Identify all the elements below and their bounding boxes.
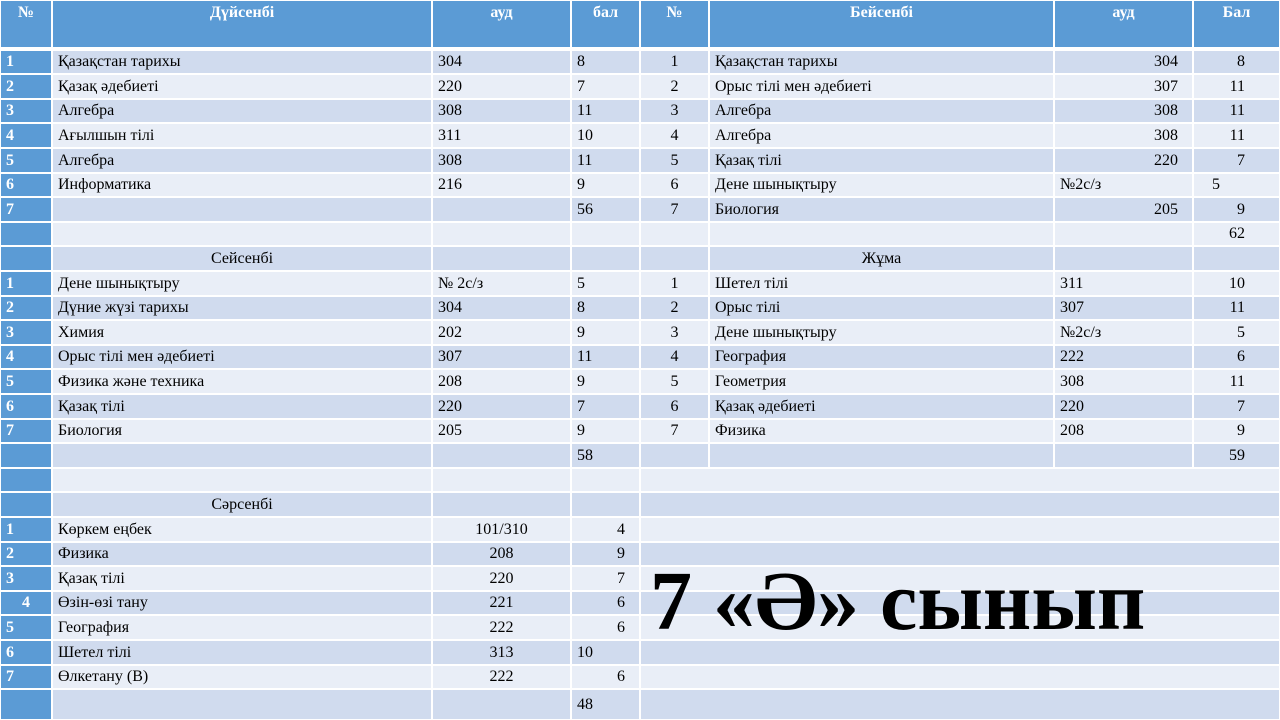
header-day-monday: Дүйсенбі bbox=[53, 1, 431, 47]
bal-cell: 9 bbox=[1194, 198, 1279, 221]
aud-cell: 222 bbox=[433, 616, 570, 639]
row-number: 4 bbox=[641, 346, 708, 368]
empty-cell bbox=[433, 247, 570, 270]
empty-cell bbox=[53, 469, 431, 491]
empty-cell bbox=[53, 223, 431, 245]
aud-cell: 205 bbox=[1055, 198, 1192, 221]
bal-cell: 11 bbox=[572, 346, 639, 368]
subject-cell: Қазақ әдебиеті bbox=[710, 395, 1053, 418]
row-number: 7 bbox=[641, 198, 708, 221]
row-number: 1 bbox=[1, 51, 51, 73]
empty-cell bbox=[710, 444, 1053, 467]
bal-cell: 7 bbox=[572, 75, 639, 98]
aud-cell: 208 bbox=[1055, 420, 1192, 442]
row-number: 6 bbox=[641, 395, 708, 418]
panel-band bbox=[641, 666, 1279, 688]
day-title-tuesday: Сейсенбі bbox=[53, 247, 431, 270]
bal-cell: 4 bbox=[572, 518, 639, 541]
aud-cell: 221 bbox=[433, 592, 570, 614]
subject-cell: Көркем еңбек bbox=[53, 518, 431, 541]
aud-cell: 220 bbox=[1055, 149, 1192, 172]
subject-cell: Химия bbox=[53, 321, 431, 344]
row-number: 1 bbox=[641, 51, 708, 73]
aud-cell: 304 bbox=[433, 51, 570, 73]
panel-band bbox=[641, 469, 1279, 491]
panel-band bbox=[641, 690, 1279, 719]
subject-cell: Алгебра bbox=[710, 100, 1053, 122]
bal-cell: 11 bbox=[1194, 370, 1279, 393]
empty-cell bbox=[1055, 247, 1192, 270]
subject-cell: Алгебра bbox=[53, 149, 431, 172]
total-cell: 48 bbox=[572, 690, 639, 719]
row-number bbox=[1, 493, 51, 516]
bal-cell: 10 bbox=[572, 124, 639, 147]
bal-cell: 56 bbox=[572, 198, 639, 221]
row-number: 5 bbox=[641, 149, 708, 172]
subject-cell: География bbox=[53, 616, 431, 639]
row-number: 1 bbox=[1, 272, 51, 295]
subject-cell: Дене шынықтыру bbox=[53, 272, 431, 295]
bal-cell: 7 bbox=[572, 395, 639, 418]
subject-cell: Физика bbox=[710, 420, 1053, 442]
subject-cell: Қазақ әдебиеті bbox=[53, 75, 431, 98]
row-number: 2 bbox=[1, 75, 51, 98]
bal-cell: 5 bbox=[572, 272, 639, 295]
aud-cell: 220 bbox=[433, 395, 570, 418]
row-number: 5 bbox=[641, 370, 708, 393]
aud-cell: 313 bbox=[433, 641, 570, 664]
bal-cell: 11 bbox=[1194, 124, 1279, 147]
bal-cell: 8 bbox=[572, 51, 639, 73]
row-number bbox=[1, 444, 51, 467]
aud-cell: 208 bbox=[433, 543, 570, 565]
row-number: 5 bbox=[1, 370, 51, 393]
aud-cell: 308 bbox=[433, 100, 570, 122]
aud-cell: 308 bbox=[1055, 124, 1192, 147]
bal-cell: 6 bbox=[572, 592, 639, 614]
bal-cell: 10 bbox=[572, 641, 639, 664]
row-number: 7 bbox=[1, 420, 51, 442]
bal-cell: 7 bbox=[572, 567, 639, 590]
row-number bbox=[1, 469, 51, 491]
row-number: 3 bbox=[1, 567, 51, 590]
bal-cell: 9 bbox=[572, 370, 639, 393]
aud-cell: 307 bbox=[433, 346, 570, 368]
aud-cell: 311 bbox=[1055, 272, 1192, 295]
bal-cell: 11 bbox=[572, 149, 639, 172]
row-number: 6 bbox=[1, 395, 51, 418]
aud-cell: 308 bbox=[1055, 100, 1192, 122]
aud-cell bbox=[433, 198, 570, 221]
subject-cell: География bbox=[710, 346, 1053, 368]
total-cell: 58 bbox=[572, 444, 639, 467]
header-aud: ауд bbox=[433, 1, 570, 47]
header-number-right: № bbox=[641, 1, 708, 47]
subject-cell: Өлкетану (В) bbox=[53, 666, 431, 688]
subject-cell: Орыс тілі мен әдебиеті bbox=[53, 346, 431, 368]
row-number: 1 bbox=[1, 518, 51, 541]
empty-cell bbox=[1055, 223, 1192, 245]
subject-cell: Қазақстан тарихы bbox=[710, 51, 1053, 73]
empty-cell bbox=[572, 247, 639, 270]
aud-cell: 307 bbox=[1055, 297, 1192, 319]
subject-cell: Биология bbox=[53, 420, 431, 442]
subject-cell: Физика және техника bbox=[53, 370, 431, 393]
aud-cell: №2с/з bbox=[1055, 174, 1192, 196]
row-number: 6 bbox=[1, 174, 51, 196]
row-number: 7 bbox=[1, 198, 51, 221]
aud-cell: 101/310 bbox=[433, 518, 570, 541]
aud-cell: 308 bbox=[1055, 370, 1192, 393]
bal-cell: 11 bbox=[572, 100, 639, 122]
subject-cell: Қазақ тілі bbox=[710, 149, 1053, 172]
aud-cell: 202 bbox=[433, 321, 570, 344]
row-number: 3 bbox=[1, 321, 51, 344]
row-number bbox=[1, 690, 51, 719]
aud-cell: 222 bbox=[1055, 346, 1192, 368]
aud-cell: № 2с/з bbox=[433, 272, 570, 295]
aud-cell: 208 bbox=[433, 370, 570, 393]
bal-cell: 6 bbox=[572, 616, 639, 639]
row-number: 3 bbox=[641, 100, 708, 122]
class-label: 7 «Ә» сынып bbox=[650, 555, 1146, 648]
row-number bbox=[1, 247, 51, 270]
bal-cell: 7 bbox=[1194, 395, 1279, 418]
empty-cell bbox=[641, 444, 708, 467]
bal-cell: 9 bbox=[572, 543, 639, 565]
aud-cell: 216 bbox=[433, 174, 570, 196]
row-number: 2 bbox=[1, 543, 51, 565]
row-number bbox=[1, 223, 51, 245]
aud-cell: 220 bbox=[433, 567, 570, 590]
row-number: 2 bbox=[641, 75, 708, 98]
row-number: 2 bbox=[1, 297, 51, 319]
subject-cell: Алгебра bbox=[710, 124, 1053, 147]
empty-cell bbox=[1194, 247, 1279, 270]
bal-cell: 9 bbox=[572, 420, 639, 442]
subject-cell: Дүние жүзі тарихы bbox=[53, 297, 431, 319]
header-bal-right: Бал bbox=[1194, 1, 1279, 47]
bal-cell: 10 bbox=[1194, 272, 1279, 295]
row-number: 5 bbox=[1, 616, 51, 639]
empty-cell bbox=[572, 223, 639, 245]
row-number: 7 bbox=[641, 420, 708, 442]
panel-band bbox=[641, 493, 1279, 516]
header-number: № bbox=[1, 1, 51, 47]
bal-cell: 7 bbox=[1194, 149, 1279, 172]
subject-cell: Физика bbox=[53, 543, 431, 565]
bal-cell: 6 bbox=[1194, 346, 1279, 368]
empty-cell bbox=[53, 690, 431, 719]
subject-cell: Шетел тілі bbox=[710, 272, 1053, 295]
bal-cell: 11 bbox=[1194, 100, 1279, 122]
header-bal: бал bbox=[572, 1, 639, 47]
row-number: 4 bbox=[1, 592, 51, 614]
row-number: 6 bbox=[1, 641, 51, 664]
aud-cell: 222 bbox=[433, 666, 570, 688]
row-number: 4 bbox=[1, 124, 51, 147]
subject-cell: Дене шынықтыру bbox=[710, 174, 1053, 196]
panel-band bbox=[641, 518, 1279, 541]
row-number: 6 bbox=[641, 174, 708, 196]
subject-cell: Ағылшын тілі bbox=[53, 124, 431, 147]
row-number: 7 bbox=[1, 666, 51, 688]
subject-cell: Геометрия bbox=[710, 370, 1053, 393]
day-title-friday: Жұма bbox=[710, 247, 1053, 270]
bal-cell: 8 bbox=[1194, 51, 1279, 73]
bal-cell: 9 bbox=[1194, 420, 1279, 442]
subject-cell: Алгебра bbox=[53, 100, 431, 122]
subject-cell: Қазақ тілі bbox=[53, 395, 431, 418]
empty-cell bbox=[710, 223, 1053, 245]
total-cell: 62 bbox=[1194, 223, 1279, 245]
bal-cell: 5 bbox=[1194, 321, 1279, 344]
bal-cell: 9 bbox=[572, 174, 639, 196]
row-number: 2 bbox=[641, 297, 708, 319]
bal-cell: 11 bbox=[1194, 75, 1279, 98]
subject-cell: Орыс тілі мен әдебиеті bbox=[710, 75, 1053, 98]
empty-cell bbox=[572, 469, 639, 491]
bal-cell: 5 bbox=[1194, 174, 1279, 196]
total-cell: 59 bbox=[1194, 444, 1279, 467]
empty-cell bbox=[433, 493, 570, 516]
empty-cell bbox=[433, 223, 570, 245]
header-day-thursday: Бейсенбі bbox=[710, 1, 1053, 47]
empty-cell bbox=[433, 444, 570, 467]
subject-cell: Қазақстан тарихы bbox=[53, 51, 431, 73]
day-title-wednesday: Сәрсенбі bbox=[53, 493, 431, 516]
row-number: 5 bbox=[1, 149, 51, 172]
subject-cell bbox=[53, 198, 431, 221]
subject-cell: Информатика bbox=[53, 174, 431, 196]
empty-cell bbox=[433, 469, 570, 491]
empty-cell bbox=[433, 690, 570, 719]
empty-cell bbox=[572, 493, 639, 516]
aud-cell: 220 bbox=[1055, 395, 1192, 418]
aud-cell: №2с/з bbox=[1055, 321, 1192, 344]
subject-cell: Шетел тілі bbox=[53, 641, 431, 664]
bal-cell: 9 bbox=[572, 321, 639, 344]
aud-cell: 304 bbox=[1055, 51, 1192, 73]
row-number: 3 bbox=[1, 100, 51, 122]
subject-cell: Өзін-өзі тану bbox=[53, 592, 431, 614]
bal-cell: 11 bbox=[1194, 297, 1279, 319]
aud-cell: 308 bbox=[433, 149, 570, 172]
header-aud-right: ауд bbox=[1055, 1, 1192, 47]
row-number: 3 bbox=[641, 321, 708, 344]
aud-cell: 220 bbox=[433, 75, 570, 98]
empty-cell bbox=[53, 444, 431, 467]
subject-cell: Орыс тілі bbox=[710, 297, 1053, 319]
empty-cell bbox=[641, 247, 708, 270]
row-number: 4 bbox=[641, 124, 708, 147]
aud-cell: 307 bbox=[1055, 75, 1192, 98]
subject-cell: Қазақ тілі bbox=[53, 567, 431, 590]
empty-cell bbox=[1055, 444, 1192, 467]
aud-cell: 304 bbox=[433, 297, 570, 319]
subject-cell: Дене шынықтыру bbox=[710, 321, 1053, 344]
empty-cell bbox=[641, 223, 708, 245]
row-number: 4 bbox=[1, 346, 51, 368]
aud-cell: 205 bbox=[433, 420, 570, 442]
row-number: 1 bbox=[641, 272, 708, 295]
aud-cell: 311 bbox=[433, 124, 570, 147]
subject-cell: Биология bbox=[710, 198, 1053, 221]
bal-cell: 8 bbox=[572, 297, 639, 319]
bal-cell: 6 bbox=[572, 666, 639, 688]
